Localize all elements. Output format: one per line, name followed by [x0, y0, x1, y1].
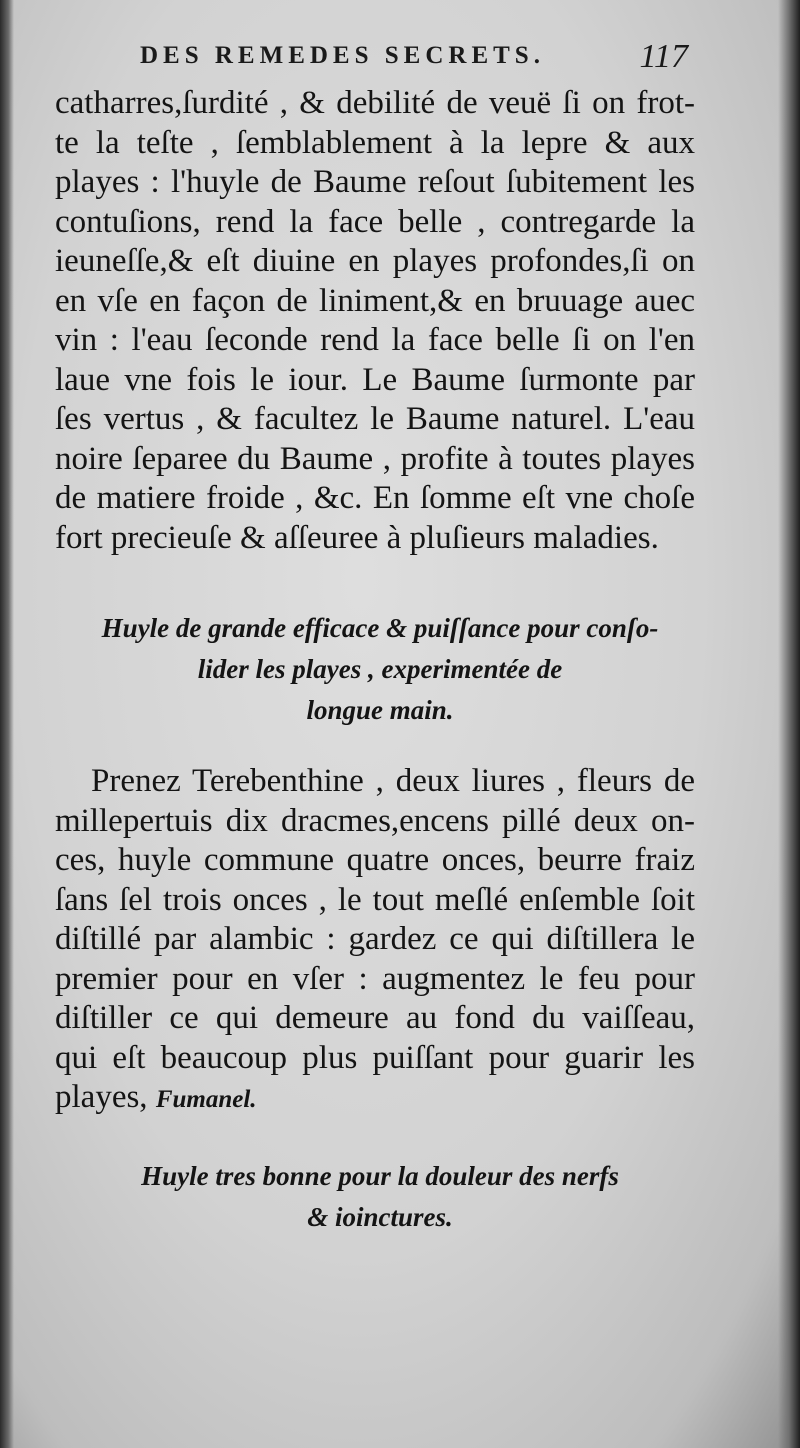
- page-gutter-shadow: [0, 0, 14, 1448]
- text-line: de matiere froide , &c. En ſomme eſt vne choſe: [55, 480, 695, 516]
- text-line: diſtillé par alambic : gardez ce qui diſtillera le: [55, 921, 695, 957]
- text-line: ieuneſſe,& eſt diuine en playes profondes,ſi on: [55, 243, 695, 279]
- text-line: millepertuis dix dracmes,encens pillé deux on-: [55, 802, 695, 839]
- text-line: ces, huyle commune quatre onces, beurre fraiz: [55, 842, 695, 878]
- heading-line: longue main.: [306, 695, 454, 725]
- running-title: DES REMEDES SECRETS.: [140, 42, 545, 69]
- text-line: ſes vertus , & facultez le Baume naturel. L'eau: [55, 401, 695, 437]
- page-edge-shadow: [778, 0, 800, 1448]
- heading-line: Huyle de grande efficace & puiſſance pour conſo-: [101, 613, 659, 643]
- text-line: playes : l'huyle de Baume reſout ſubitement les: [55, 164, 695, 200]
- paragraph-1: [55, 84, 695, 558]
- text-line-final: [55, 1078, 695, 1118]
- text-line: te la teſte , ſemblablement à la lepre & aux: [55, 124, 695, 161]
- text-line: noire ſeparee du Baume , profite à toutes playes: [55, 440, 695, 477]
- heading-line: Huyle tres bonne pour la douleur des nerfs: [141, 1161, 619, 1191]
- running-head: [140, 38, 688, 82]
- text-line: premier pour en vſer : augmentez le feu pour: [55, 960, 695, 997]
- page-number: 117: [639, 38, 688, 75]
- text-line: laue vne fois le iour. Le Baume ſurmonte par: [55, 361, 695, 398]
- text-line: diſtiller ce qui demeure au fond du vaiſſeau,: [55, 1000, 695, 1036]
- text-line: ſans ſel trois onces , le tout meſlé enſemble ſoit: [55, 881, 695, 918]
- heading-line: lider les playes , experimentée de: [197, 654, 563, 684]
- paragraph-2: [55, 762, 695, 1118]
- section-heading-2: [60, 1156, 700, 1238]
- text-line: Prenez Terebenthine , deux liures , fleurs de: [91, 763, 695, 799]
- text-line: vin : l'eau ſeconde rend la face belle ſi on l'en: [55, 322, 695, 358]
- text-line: contuſions, rend la face belle , contregarde la: [55, 203, 695, 240]
- text-line: qui eſt beaucoup plus puiſſant pour guarir les: [55, 1039, 695, 1076]
- heading-line: & ioinctures.: [307, 1202, 453, 1232]
- text-line: fort precieuſe & aſſeuree à pluſieurs maladies.: [55, 519, 659, 556]
- text-line: catharres,ſurdité , & debilité de veuë ſi on frot-: [55, 85, 695, 121]
- bleed-through-area-1: [60, 570, 700, 604]
- section-heading-1: [60, 608, 700, 731]
- text-fragment: playes,: [55, 1079, 148, 1115]
- author-citation: Fumanel.: [155, 1086, 257, 1113]
- text-line: en vſe en façon de liniment,& en bruuage auec: [55, 282, 695, 319]
